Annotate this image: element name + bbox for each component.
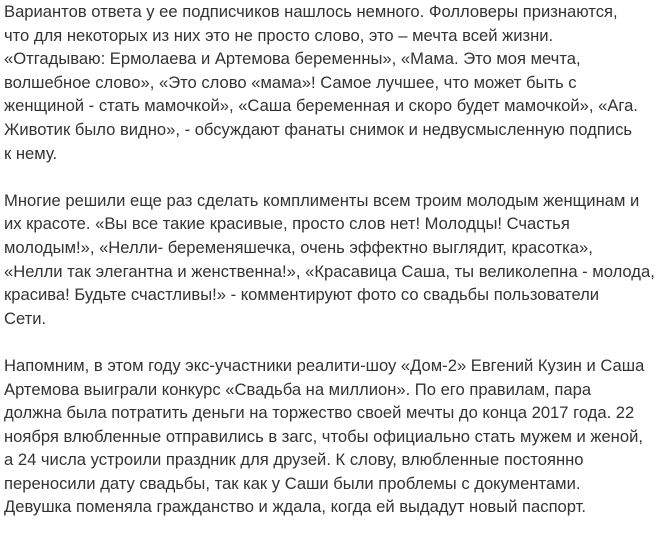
text-line: женщиной - стать мамочкой», «Саша беременная и скоро будет мамочкой», «Ага.: [4, 96, 638, 116]
text-line: «Отгадываю: Ермолаева и Артемова беременны», «Мама. Это моя мечта,: [4, 49, 581, 69]
text-line: Девушка поменяла гражданство и ждала, когда ей выдадут новый паспорт.: [4, 497, 587, 517]
paragraph-1: [4, 0, 670, 165]
text-line: Многие решили еще раз сделать комплименты всем троим молодым женщинам и: [4, 190, 640, 210]
paragraph-3: [4, 354, 670, 519]
text-line: «Нелли так элегантна и женственна!», «Красавица Саша, ты великолепна - молода,: [4, 261, 655, 281]
text-line: ноября влюбленные отправились в загс, чтобы официально стать мужем и женой,: [4, 426, 643, 446]
text-line: к нему.: [4, 143, 58, 163]
text-line: Животик было видно», - обсуждают фанаты снимок и недвусмысленную подпись: [4, 119, 633, 139]
text-line: красива! Будьте счастливы!» - комментируют фото со свадьбы пользователи: [4, 285, 600, 305]
text-line: Напомним, в этом году экс-участники реалити-шоу «Дом-2» Евгений Кузин и Саша: [4, 355, 645, 375]
text-line: переносили дату свадьбы, так как у Саши были проблемы с документами.: [4, 473, 581, 493]
text-line: что для некоторых из них это не просто слово, это – мечта всей жизни.: [4, 25, 554, 45]
text-line: молодым!», «Нелли- беременяшечка, очень эффектно выглядит, красотка»,: [4, 237, 593, 257]
text-line: должна была потратить деньги на торжество своей мечты до конца 2017 года. 22: [4, 403, 635, 423]
text-line: Вариантов ответа у ее подписчиков нашлось немного. Фолловеры признаются,: [4, 2, 618, 21]
text-line: их красоте. «Вы все такие красивые, просто слов нет! Молодцы! Счастья: [4, 214, 570, 234]
text-line: Артемова выиграли конкурс «Свадьба на миллион». По его правилам, пара: [4, 379, 592, 399]
text-line: а 24 числа устроили праздник для друзей. К слову, влюбленные постоянно: [4, 450, 584, 470]
paragraph-2: [4, 189, 670, 331]
text-line: Сети.: [4, 308, 47, 328]
text-line: волшебное слово», «Это слово «мама»! Самое лучшее, что может быть с: [4, 72, 577, 92]
